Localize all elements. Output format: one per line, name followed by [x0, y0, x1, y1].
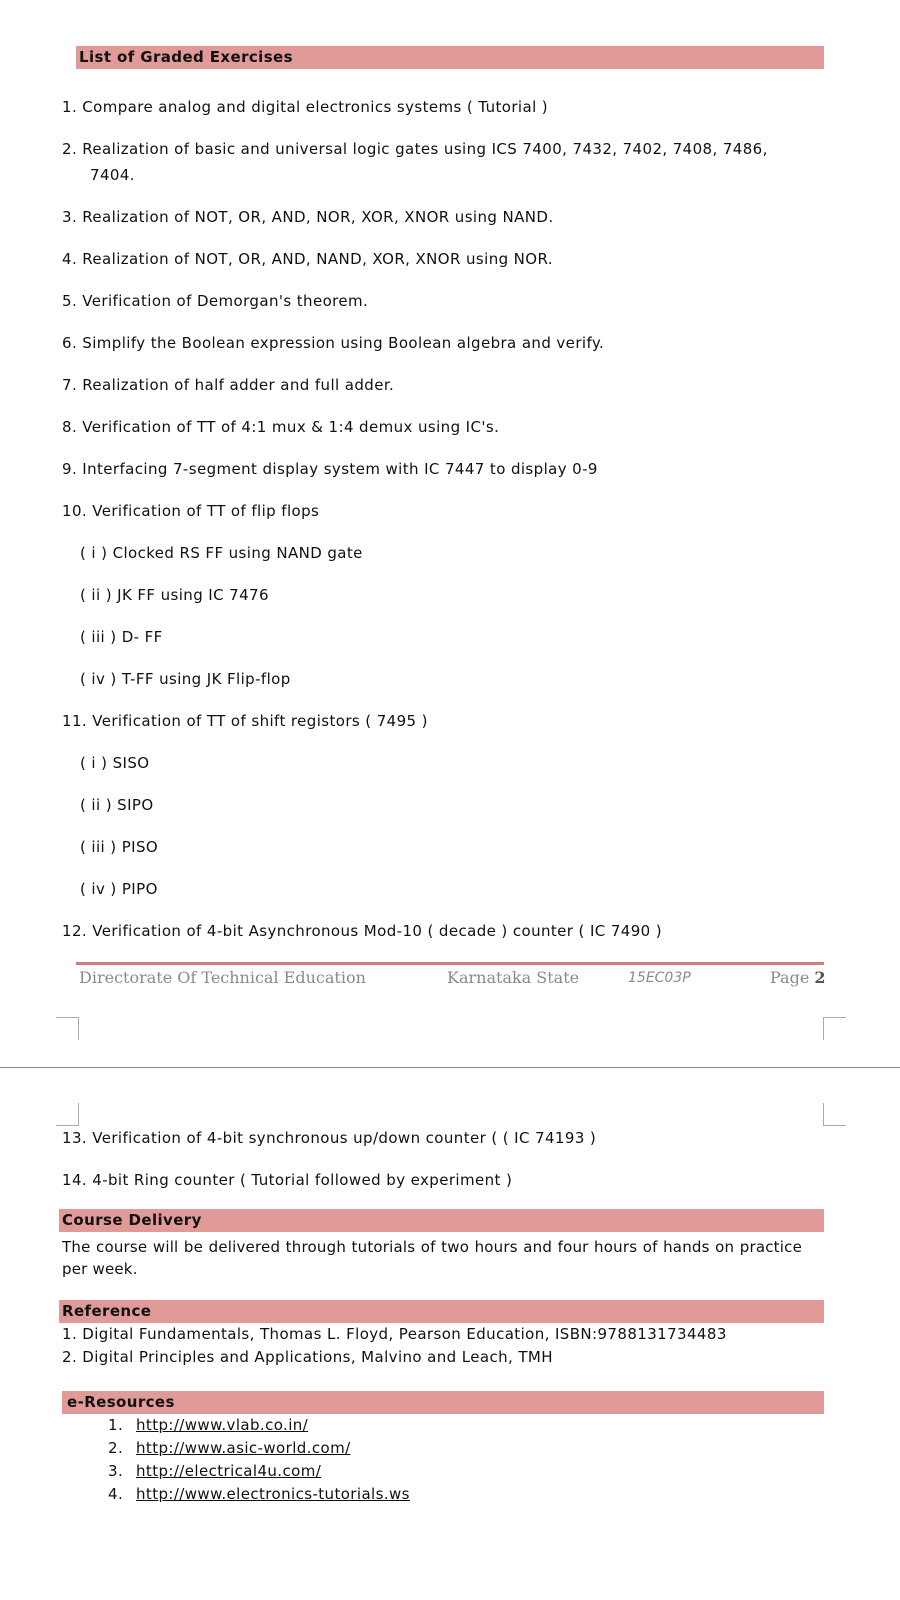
course-delivery-header — [59, 1209, 824, 1232]
exercise-10-iii: ( iii ) D- FF — [80, 628, 163, 646]
exercise-11-i: ( i ) SISO — [80, 754, 150, 772]
e-resource-link-2[interactable]: http://www.asic-world.com/ — [136, 1439, 351, 1457]
exercise-10-iv: ( iv ) T-FF using JK Flip-flop — [80, 670, 291, 688]
exercise-11-iii: ( iii ) PISO — [80, 838, 159, 856]
crop-mark-bottom-right — [823, 1017, 846, 1040]
e-resource-num-3: 3. — [108, 1462, 124, 1480]
course-delivery-text: The course will be delivered through tutorials of two hours and four hours of hands on practice per week. — [62, 1238, 802, 1278]
footer-state: Karnataka State — [447, 968, 580, 987]
exercise-4: 4. Realization of NOT, OR, AND, NAND, XOR, XNOR using NOR. — [62, 250, 553, 268]
reference-item-2: 2. Digital Principles and Applications, Malvino and Leach, TMH — [62, 1348, 553, 1366]
e-resource-link-3[interactable]: http://electrical4u.com/ — [136, 1462, 322, 1480]
exercise-11-iv: ( iv ) PIPO — [80, 880, 158, 898]
e-resources-title: e-Resources — [67, 1393, 175, 1411]
e-resource-item-3 — [108, 1462, 321, 1480]
exercise-9: 9. Interfacing 7-segment display system with IC 7447 to display 0-9 — [62, 460, 598, 478]
reference-header — [59, 1300, 824, 1323]
crop-mark-top-right — [823, 1103, 846, 1126]
e-resource-link-4[interactable]: http://www.electronics-tutorials.ws — [136, 1485, 410, 1503]
reference-item-1: 1. Digital Fundamentals, Thomas L. Floyd, Pearson Education, ISBN:9788131734483 — [62, 1325, 727, 1343]
exercise-11: 11. Verification of TT of shift registors ( 7495 ) — [62, 712, 428, 730]
e-resource-item-2 — [108, 1439, 351, 1457]
crop-mark-top-left — [56, 1103, 79, 1126]
exercise-14: 14. 4-bit Ring counter ( Tutorial followed by experiment ) — [62, 1171, 513, 1189]
reference-title: Reference — [62, 1302, 152, 1320]
exercise-2: 2. Realization of basic and universal logic gates using ICS 7400, 7432, 7402, 7408, 7486, — [62, 140, 768, 158]
e-resource-item-4 — [108, 1485, 410, 1503]
exercise-5: 5. Verification of Demorgan's theorem. — [62, 292, 369, 310]
e-resource-num-2: 2. — [108, 1439, 124, 1457]
exercise-1: 1. Compare analog and digital electronics systems ( Tutorial ) — [62, 98, 549, 116]
footer-directorate: Directorate Of Technical Education — [79, 968, 366, 987]
course-delivery-title: Course Delivery — [62, 1211, 202, 1229]
exercise-6: 6. Simplify the Boolean expression using Boolean algebra and verify. — [62, 334, 605, 352]
exercise-10: 10. Verification of TT of flip flops — [62, 502, 320, 520]
exercise-10-ii: ( ii ) JK FF using IC 7476 — [80, 586, 269, 604]
page-separator — [0, 1067, 900, 1068]
e-resource-num-4: 4. — [108, 1485, 124, 1503]
crop-mark-bottom-left — [56, 1017, 79, 1040]
exercise-13: 13. Verification of 4-bit synchronous up/down counter ( ( IC 74193 ) — [62, 1129, 597, 1147]
exercise-10-i: ( i ) Clocked RS FF using NAND gate — [80, 544, 363, 562]
e-resource-item-1 — [108, 1416, 308, 1434]
e-resource-num-1: 1. — [108, 1416, 124, 1434]
footer-page-label: Page — [770, 968, 815, 987]
graded-exercises-header — [76, 46, 824, 69]
graded-exercises-title: List of Graded Exercises — [79, 48, 293, 66]
e-resource-link-1[interactable]: http://www.vlab.co.in/ — [136, 1416, 309, 1434]
exercise-7: 7. Realization of half adder and full adder. — [62, 376, 395, 394]
exercise-3: 3. Realization of NOT, OR, AND, NOR, XOR, XNOR using NAND. — [62, 208, 554, 226]
footer-page-number: 2 — [814, 968, 826, 987]
exercise-12: 12. Verification of 4-bit Asynchronous Mod-10 ( decade ) counter ( IC 7490 ) — [62, 922, 663, 940]
footer-page — [770, 968, 826, 987]
footer-course-code: 15EC03P — [628, 970, 691, 986]
exercise-2-cont: 7404. — [90, 166, 135, 184]
exercise-11-ii: ( ii ) SIPO — [80, 796, 154, 814]
e-resources-header — [62, 1391, 824, 1414]
exercise-8: 8. Verification of TT of 4:1 mux & 1:4 demux using IC's. — [62, 418, 500, 436]
footer-rule — [76, 962, 824, 965]
